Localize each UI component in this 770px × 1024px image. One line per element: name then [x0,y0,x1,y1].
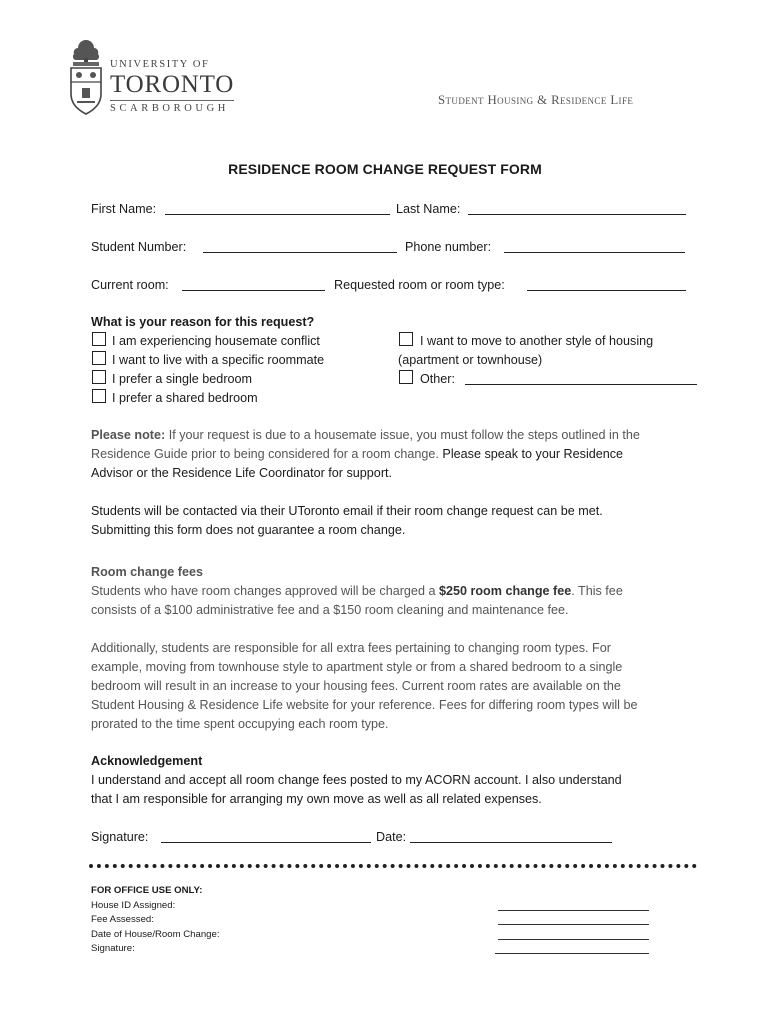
current-room-field[interactable] [182,290,325,291]
other-label: Other: [420,372,455,386]
reason-housing-style-detail: (apartment or townhouse) [398,353,543,367]
checkbox-single-bedroom[interactable] [92,370,106,384]
last-name-field[interactable] [468,214,686,215]
acknowledgement-line-2: that I am responsible for arranging my own move as well as all related expenses. [91,792,542,806]
university-crest-logo [67,38,105,123]
checkbox-shared-bedroom[interactable] [92,389,106,403]
office-use-heading: FOR OFFICE USE ONLY: [91,885,203,896]
office-house-id-field[interactable] [498,910,649,911]
fees-text-b: . This fee [571,584,623,598]
requested-room-field[interactable] [527,290,686,291]
fees-breakdown: consists of a $100 administrative fee and a $150 room cleaning and maintenance fee. [91,603,569,617]
fees-heading: Room change fees [91,565,203,579]
additional-line-4: Student Housing & Residence Life website for your reference. Fees for differing room types will be [91,698,638,712]
office-fee-assessed-field[interactable] [498,924,649,925]
office-date-change-field[interactable] [498,939,649,940]
additional-line-5: prorated to the time spent occupying each room type. [91,717,389,731]
phone-field[interactable] [504,252,685,253]
checkbox-housing-style[interactable] [399,332,413,346]
please-note-label: Please note: [91,428,166,442]
other-field[interactable] [465,384,697,385]
reason-housing-style: I want to move to another style of housing [420,334,654,348]
office-signature-label: Signature: [91,943,135,954]
contact-line-1: Students will be contacted via their UToronto email if their room change request can be met. [91,504,603,518]
please-note-text: If your request is due to a housemate issue, you must follow the steps outlined in the [165,428,640,442]
signature-field[interactable] [161,842,371,843]
signature-label: Signature: [91,830,149,844]
please-note-paragraph [91,426,711,483]
reason-shared-bedroom: I prefer a shared bedroom [112,391,258,405]
first-name-label: First Name: [91,202,157,216]
contact-line-2: Submitting this form does not guarantee a room change. [91,523,406,537]
toronto-wordmark: TORONTO [110,71,235,98]
acknowledgement-section [91,752,711,809]
residence-guide-text: Residence Guide prior to being considered for a room change. [91,447,439,461]
checkbox-specific-roommate[interactable] [92,351,106,365]
reason-specific-roommate: I want to live with a specific roommate [112,353,325,367]
wordmark-divider [110,100,234,101]
date-field[interactable] [410,842,612,843]
contact-paragraph [91,502,711,540]
fees-section [91,563,711,620]
university-of-text: UNIVERSITY OF [110,59,210,70]
office-house-id-label: House ID Assigned: [91,899,176,911]
student-number-label: Student Number: [91,240,187,254]
last-name-label: Last Name: [396,202,461,216]
scarborough-text: SCARBOROUGH [110,103,229,114]
office-date-change-label: Date of House/Room Change: [91,928,220,940]
checkbox-housemate-conflict[interactable] [92,332,106,346]
fee-amount: $250 room change fee [438,584,572,598]
department-name: Student Housing & Residence Life [438,93,634,107]
reason-heading: What is your reason for this request? [91,315,315,329]
advisor-line: Advisor or the Residence Life Coordinator for support. [91,466,393,480]
student-number-field[interactable] [203,252,397,253]
dotted-separator [89,864,697,868]
office-signature-field[interactable] [495,953,649,954]
office-fee-assessed-label: Fee Assessed: [91,914,154,925]
speak-advisor-text: Please speak to your Residence [438,447,624,461]
reason-housemate-conflict: I am experiencing housemate conflict [112,334,320,348]
acknowledgement-line-1: I understand and accept all room change fees posted to my ACORN account. I also understand [91,773,622,787]
additional-line-1: Additionally, students are responsible for all extra fees pertaining to changing room types. For [91,641,611,655]
date-label: Date: [376,830,407,844]
current-room-label: Current room: [91,278,169,292]
phone-label: Phone number: [405,240,492,254]
checkbox-other[interactable] [399,370,413,384]
additional-fees-paragraph [91,639,711,734]
additional-line-3: bedroom will result in an increase to your housing fees. Current room rates are available on the [91,679,621,693]
acknowledgement-heading: Acknowledgement [91,754,203,768]
requested-room-label: Requested room or room type: [334,278,505,292]
form-title: RESIDENCE ROOM CHANGE REQUEST FORM [228,161,542,177]
office-use-section [91,884,220,957]
additional-line-2: example, moving from townhouse style to apartment style or from a shared bedroom to a single [91,660,623,674]
first-name-field[interactable] [165,214,390,215]
reason-single-bedroom: I prefer a single bedroom [112,372,253,386]
fees-text-a: Students who have room changes approved will be charged a [91,584,439,598]
